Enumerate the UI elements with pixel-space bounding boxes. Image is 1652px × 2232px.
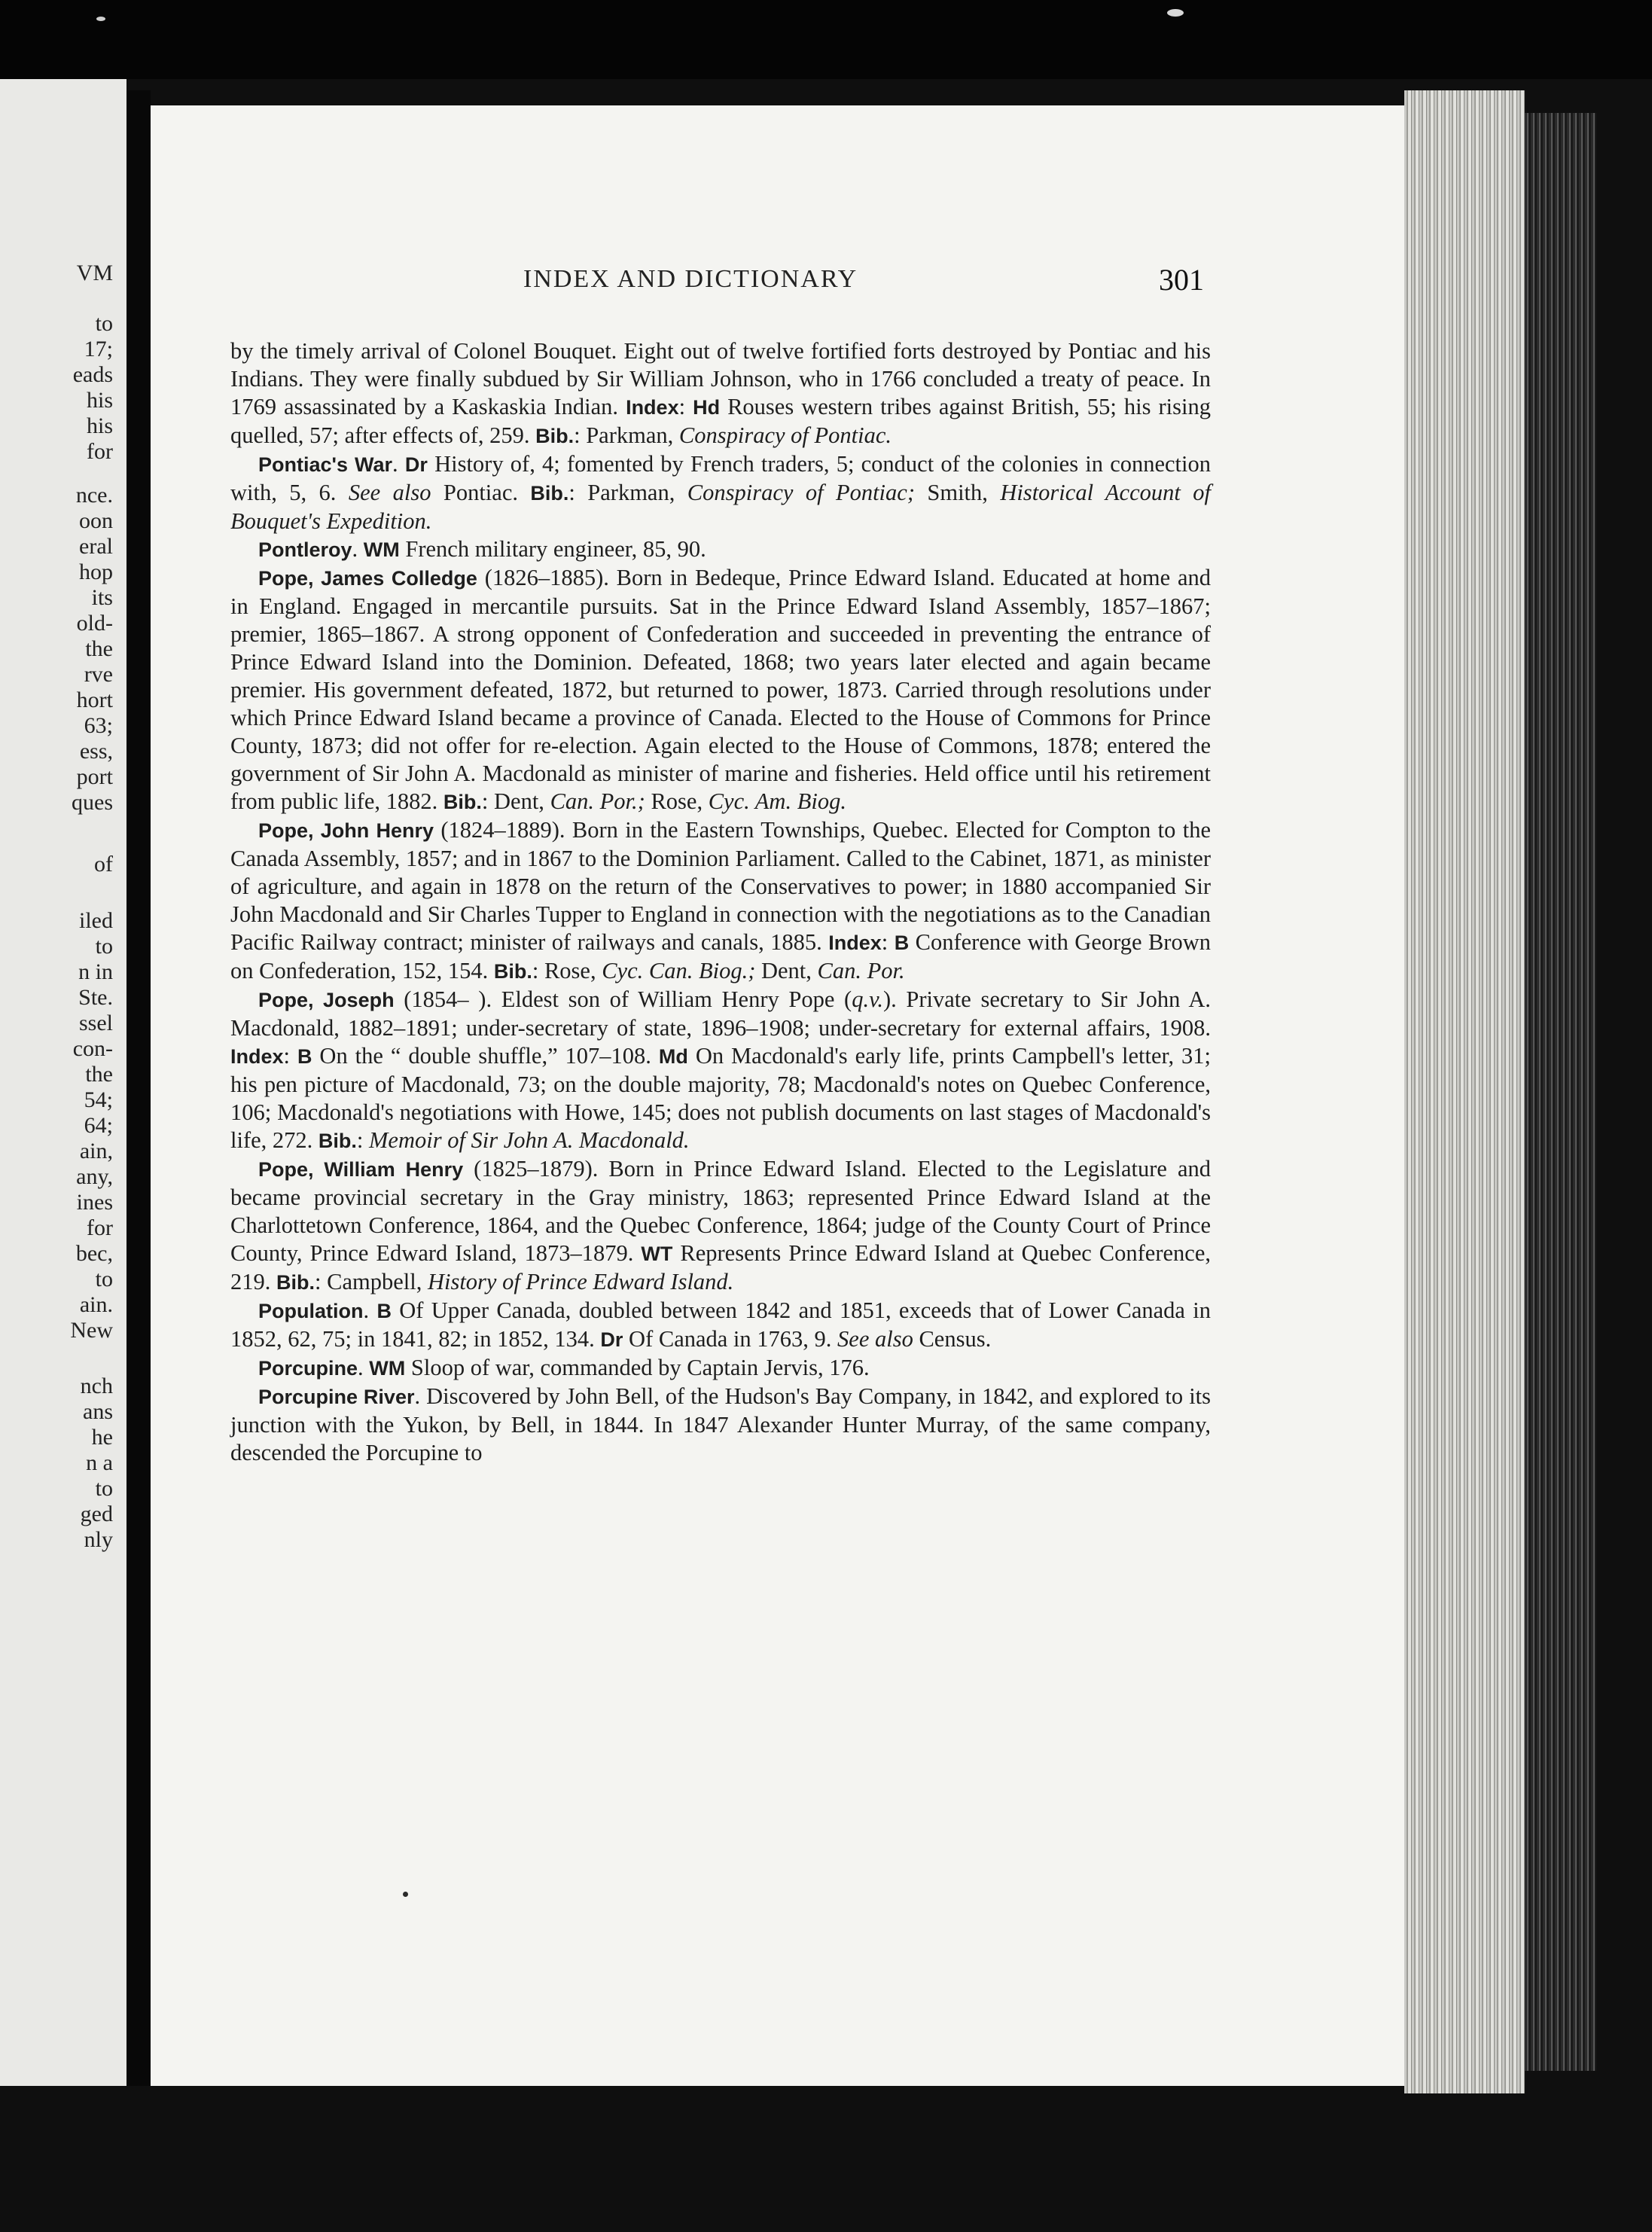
entry-keyword: B: [376, 1300, 392, 1322]
italic-reference: History of Prince Edward Island.: [427, 1269, 734, 1294]
entry-keyword: Index: [828, 932, 882, 954]
facing-page-text: 17;: [84, 337, 113, 361]
book-gutter: [126, 90, 151, 2086]
entry-keyword: Bib.: [443, 791, 482, 813]
facing-page-text: his: [86, 413, 113, 438]
facing-page-text: 64;: [84, 1113, 113, 1138]
facing-page-text: any,: [76, 1164, 113, 1189]
entry-text: Of Upper Canada, doubled between 1842 and 1851, exceeds that of Lower Canada in 1852, 62, 75; in 1841, 82; in 1852, 134.: [230, 1297, 1211, 1352]
running-title: INDEX AND DICTIONARY: [523, 265, 858, 293]
dictionary-entry: [230, 337, 1211, 450]
entry-text: by the timely arrival of Colonel Bouquet. Eight out of twelve fortified forts destroyed by Pontiac and his Indians. They were finally subdued by Sir William Johnson, who in 1766 concluded a treaty of peace. In 1769 assassinated by a Kaskaskia Indian.: [230, 338, 1211, 419]
entry-keyword: Bib.: [276, 1271, 315, 1294]
page-edges: [1404, 90, 1525, 2093]
italic-reference: Can. Por.: [817, 958, 905, 983]
entry-keyword: Bib.: [535, 425, 575, 447]
entry-keyword: Bib.: [493, 960, 532, 983]
facing-page-text: to: [95, 934, 113, 959]
entry-keyword: Bib.: [530, 482, 569, 505]
facing-page-text: he: [91, 1425, 113, 1450]
entry-keyword: Pope, William Henry: [258, 1158, 464, 1181]
dictionary-entry: [230, 1155, 1211, 1297]
scan-speck: [96, 17, 105, 21]
dictionary-text: [230, 337, 1211, 1467]
entry-keyword: Pope, James Colledge: [258, 567, 477, 590]
entry-keyword: Population: [258, 1300, 364, 1322]
italic-reference: Can. Por.;: [550, 788, 645, 814]
entry-text: :: [881, 929, 895, 955]
facing-page-text: nly: [84, 1527, 113, 1552]
italic-reference: Memoir of Sir John A. Macdonald.: [369, 1127, 690, 1153]
entry-text: .: [392, 451, 405, 477]
running-head: [226, 265, 1209, 303]
facing-page-text: ssel: [79, 1011, 113, 1035]
scan-background: [0, 0, 1652, 79]
facing-page-text: ged: [80, 1502, 113, 1526]
entry-text: : Parkman,: [568, 480, 687, 505]
entry-text: (1826–1885). Born in Bedeque, Prince Edward Island. Educated at home and in England. Engaged in mercantile pursuits. Sat in the Prince Edward Island Assembly, 1857–1867; premier, 1865–1867. A strong opponent of Confederation and succeeded in preventing the entrance of Prince Edward Island into the Dominion. Defeated, 1868; two years later elected and again became premier. His government defeated, 1872, but returned to power, 1873. Carried through resolutions under which Prince Edward Island became a province of Canada. Elected to the House of Commons for Prince County, 1873; did not offer for re-election. Again elected to the House of Commons, 1878; entered the government of Sir John A. Macdonald as minister of marine and fisheries. Held office until his retirement from public life, 1882.: [230, 565, 1211, 814]
entry-text: : Parkman,: [574, 422, 679, 448]
entry-text: .: [363, 1297, 377, 1323]
entry-keyword: Index: [230, 1045, 284, 1068]
entry-keyword: WM: [363, 538, 400, 561]
facing-page-text: rve: [84, 662, 113, 687]
entry-keyword: Bib.: [318, 1130, 357, 1152]
entry-keyword: Pontiac's War: [258, 453, 393, 476]
facing-page-text: Ste.: [78, 985, 113, 1010]
entry-text: On Macdonald's early life, prints Campbell's letter, 31; his pen picture of Macdonald, 73; on the double majority, 78; Macdonald's notes on Quebec Conference, 106; Macdonald's negotiations with Howe, 145; does not publish documents on last stages of Macdonald's life, 272.: [230, 1043, 1211, 1153]
entry-text: :: [356, 1127, 370, 1153]
facing-page-text: 63;: [84, 713, 113, 738]
entry-text: French military engineer, 85, 90.: [399, 536, 706, 562]
dictionary-entry: [230, 535, 1211, 564]
dictionary-entry: [230, 1383, 1211, 1467]
entry-text: (1854– ). Eldest son of William Henry Pope (: [394, 986, 852, 1012]
facing-page-text: ain,: [79, 1139, 113, 1163]
entry-keyword: B: [894, 932, 910, 954]
entry-text: : Campbell,: [315, 1269, 428, 1294]
entry-text: ). Private secretary to Sir John A. Macdonald, 1882–1891; under-secretary of state, 1896–1908; under-secretary for external affairs, 1908.: [230, 986, 1212, 1041]
entry-keyword: Pope, John Henry: [258, 819, 434, 842]
dictionary-entry: [230, 564, 1211, 816]
entry-text: Represents Prince Edward Island at Quebec Conference, 219.: [230, 1240, 1211, 1294]
entry-text: .: [358, 1355, 370, 1380]
facing-page-text: ques: [72, 790, 113, 815]
facing-page-text: oon: [79, 508, 113, 533]
dictionary-entry: [230, 1354, 1211, 1383]
scan-speck: [403, 1892, 408, 1897]
entry-text: Sloop of war, commanded by Captain Jervis, 176.: [405, 1355, 870, 1380]
entry-text: Of Canada in 1763, 9.: [623, 1326, 838, 1352]
facing-page-text: old-: [76, 611, 113, 636]
entry-text: Smith,: [914, 480, 1001, 505]
entry-text: .: [352, 536, 364, 562]
entry-keyword: Pope, Joseph: [258, 989, 395, 1011]
entry-keyword: Porcupine River: [258, 1386, 415, 1408]
entry-text: (1825–1879). Born in Prince Edward Island. Elected to the Legislature and became provincial secretary in the Gray ministry, 1863; represented Prince Edward Island at the Charlottetown Conference, 1864, and the Quebec Conference, 1864; judge of the County Court of Prince County, Prince Edward Island, 1873–1879.: [230, 1156, 1211, 1266]
facing-page-text: ines: [76, 1190, 113, 1215]
facing-page-text: its: [91, 585, 113, 610]
italic-reference: q.v.: [852, 986, 883, 1012]
facing-page-text: the: [85, 636, 113, 661]
facing-page-text: to: [95, 1267, 113, 1291]
facing-page-text: nch: [80, 1374, 113, 1398]
facing-page-text: ans: [83, 1399, 113, 1424]
entry-text: Census.: [913, 1326, 992, 1352]
cover-edge: [1525, 113, 1596, 2071]
dictionary-entry: [230, 1297, 1211, 1354]
facing-page-text: iled: [79, 908, 113, 933]
entry-keyword: Dr: [600, 1328, 623, 1351]
entry-keyword: Hd: [693, 396, 721, 419]
scan-speck: [1167, 9, 1184, 17]
entry-text: Conference with George Brown on Confederation, 152, 154.: [230, 929, 1211, 983]
entry-keyword: Dr: [404, 453, 428, 476]
entry-text: On the “ double shuffle,” 107–108.: [312, 1043, 659, 1069]
facing-page-text: n a: [86, 1450, 113, 1475]
facing-page-text: eads: [72, 362, 113, 387]
entry-text: Rose,: [645, 788, 709, 814]
facing-page-text: nce.: [75, 483, 113, 508]
facing-page-text: VM: [76, 261, 113, 285]
entry-text: Dent,: [755, 958, 818, 983]
dictionary-entry: [230, 816, 1211, 986]
facing-page-text: for: [87, 439, 113, 464]
italic-reference: Historical Account of Bouquet's Expedition.: [230, 480, 1211, 534]
entry-keyword: Md: [658, 1045, 688, 1068]
entry-text: :: [283, 1043, 297, 1069]
facing-page-text: ess,: [79, 739, 113, 764]
entry-text: Rouses western tribes against British, 55; his rising quelled, 57; after effects of, 259.: [230, 394, 1211, 448]
facing-page-text: bec,: [75, 1241, 113, 1266]
entry-keyword: Index: [626, 396, 679, 419]
italic-reference: Cyc. Am. Biog.: [708, 788, 846, 814]
facing-page-text: of: [94, 852, 113, 877]
facing-page-text: his: [86, 388, 113, 413]
facing-page-text: New: [70, 1318, 113, 1343]
facing-page-text: to: [95, 1476, 113, 1501]
italic-reference: See also: [837, 1326, 913, 1352]
facing-page-text: 54;: [84, 1087, 113, 1112]
italic-reference: Cyc. Can. Biog.;: [602, 958, 756, 983]
facing-page-fragment: [0, 79, 126, 2086]
entry-text: History of, 4; fomented by French traders, 5; conduct of the colonies in connection with, 5, 6.: [230, 451, 1212, 505]
facing-page-text: to: [95, 311, 113, 336]
entry-keyword: Pontleroy: [258, 538, 352, 561]
entry-keyword: WM: [369, 1357, 406, 1380]
dictionary-entry: [230, 450, 1211, 535]
facing-page-text: eral: [79, 534, 113, 559]
entry-text: :: [678, 394, 693, 419]
italic-reference: Conspiracy of Pontiac;: [687, 480, 915, 505]
entry-text: . Discovered by John Bell, of the Hudson's Bay Company, in 1842, and explored to its junction with the Yukon, by Bell, in 1844. In 1847 Alexander Hunter Murray, of the same company, descended the Porcupine to: [230, 1383, 1212, 1465]
italic-reference: See also: [348, 480, 431, 505]
entry-keyword: WT: [641, 1243, 673, 1265]
entry-text: : Dent,: [481, 788, 550, 814]
facing-page-text: port: [76, 764, 113, 789]
facing-page-text: n in: [78, 959, 113, 984]
entry-text: (1824–1889). Born in the Eastern Townships, Quebec. Elected for Compton to the Canada Assembly, 1857; and in 1867 to the Dominion Parliament. Called to the Cabinet, 1871, as minister of agriculture, and again in 1878 on the return of the Conservatives to power; in 1880 accompanied Sir John Macdonald and Sir Charles Tupper to England in connection with the negotiations as to the Canadian Pacific Railway contract; minister of railways and canals, 1885.: [230, 817, 1211, 955]
entry-keyword: B: [297, 1045, 312, 1068]
facing-page-text: hort: [76, 688, 113, 712]
entry-text: Pontiac.: [431, 480, 531, 505]
facing-page-text: for: [87, 1215, 113, 1240]
facing-page-text: the: [85, 1062, 113, 1087]
facing-page-text: con-: [72, 1036, 113, 1061]
italic-reference: Conspiracy of Pontiac.: [678, 422, 892, 448]
page-number: 301: [1159, 263, 1204, 297]
dictionary-entry: [230, 986, 1211, 1155]
facing-page-text: hop: [79, 560, 113, 584]
entry-keyword: Porcupine: [258, 1357, 358, 1380]
facing-page-text: ain.: [79, 1292, 113, 1317]
entry-text: : Rose,: [532, 958, 602, 983]
